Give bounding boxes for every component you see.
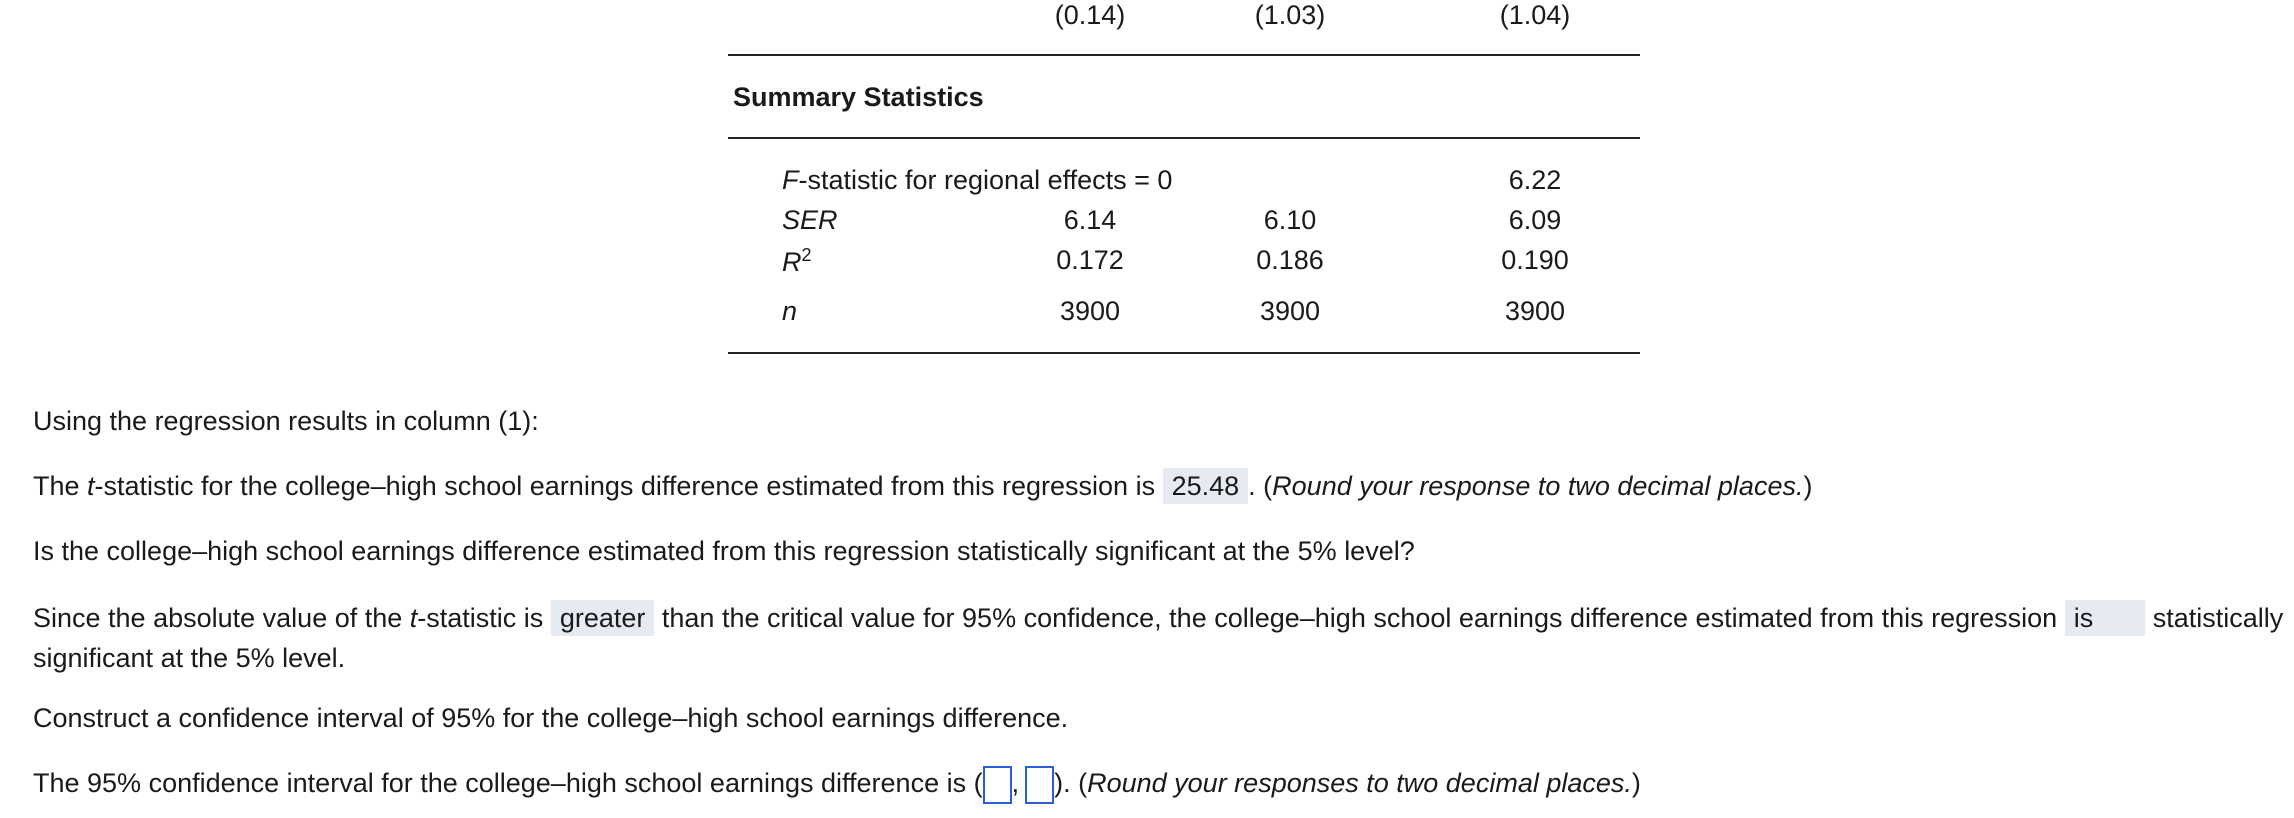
r2-col2: 0.186 bbox=[1256, 245, 1324, 275]
n-col2: 3900 bbox=[1259, 296, 1321, 326]
ser-col2: 6.10 bbox=[1263, 205, 1317, 235]
f-stat-label: F-statistic for regional effects = 0 bbox=[782, 165, 1173, 195]
r2-label: $R^2$ bbox=[782, 245, 812, 277]
ci-lower-input[interactable] bbox=[983, 766, 1012, 804]
significance-question: Is the college–high school earnings difference estimated from this regression statistically significant at the 5% level? bbox=[33, 536, 1415, 566]
n-label: n bbox=[782, 296, 798, 326]
ser-label: SER bbox=[782, 205, 838, 235]
n-col3: 3900 bbox=[1504, 296, 1566, 326]
table-rule-top bbox=[728, 54, 1640, 56]
ci-hint: Round your responses to two decimal places. bbox=[1087, 768, 1632, 798]
r2-col3: 0.190 bbox=[1501, 245, 1569, 275]
since-line-continued: significant at the 5% level. bbox=[33, 643, 346, 673]
t-hint: Round your response to two decimal places. bbox=[1272, 471, 1804, 501]
ci-line: The 95% confidence interval for the college–high school earnings difference is ( , ). (Round your responses to two decimal places.) bbox=[33, 763, 1641, 804]
r2-col1: 0.172 bbox=[1056, 245, 1124, 275]
table-rule-bottom bbox=[728, 352, 1640, 354]
summary-heading: Summary Statistics bbox=[733, 82, 984, 112]
se-col1: (0.14) bbox=[1054, 0, 1126, 30]
ser-col3: 6.09 bbox=[1508, 205, 1562, 235]
intro-text: Using the regression results in column (1): bbox=[33, 406, 539, 436]
se-col3: (1.04) bbox=[1499, 0, 1571, 30]
comparison-dropdown[interactable]: greater bbox=[551, 600, 655, 636]
since-line: Since the absolute value of the t-statistic is greater than the critical value for 95% confidence, the college–high school earnings difference estimated from this regression is statistically bbox=[33, 598, 2283, 638]
significance-dropdown[interactable]: is bbox=[2065, 600, 2146, 636]
se-col2: (1.03) bbox=[1254, 0, 1326, 30]
ci-instruction: Construct a confidence interval of 95% for the college–high school earnings difference. bbox=[33, 703, 1069, 733]
f-col3: 6.22 bbox=[1508, 165, 1562, 195]
t-statistic-answer[interactable]: 25.48 bbox=[1163, 468, 1249, 504]
ser-col1: 6.14 bbox=[1063, 205, 1117, 235]
ci-upper-input[interactable] bbox=[1025, 766, 1054, 804]
t-statistic-line: The t-statistic for the college–high school earnings difference estimated from this regression is 25.48 . (Round your response to two decimal places.) bbox=[33, 466, 1812, 506]
n-col1: 3900 bbox=[1059, 296, 1121, 326]
table-rule-mid bbox=[728, 137, 1640, 139]
